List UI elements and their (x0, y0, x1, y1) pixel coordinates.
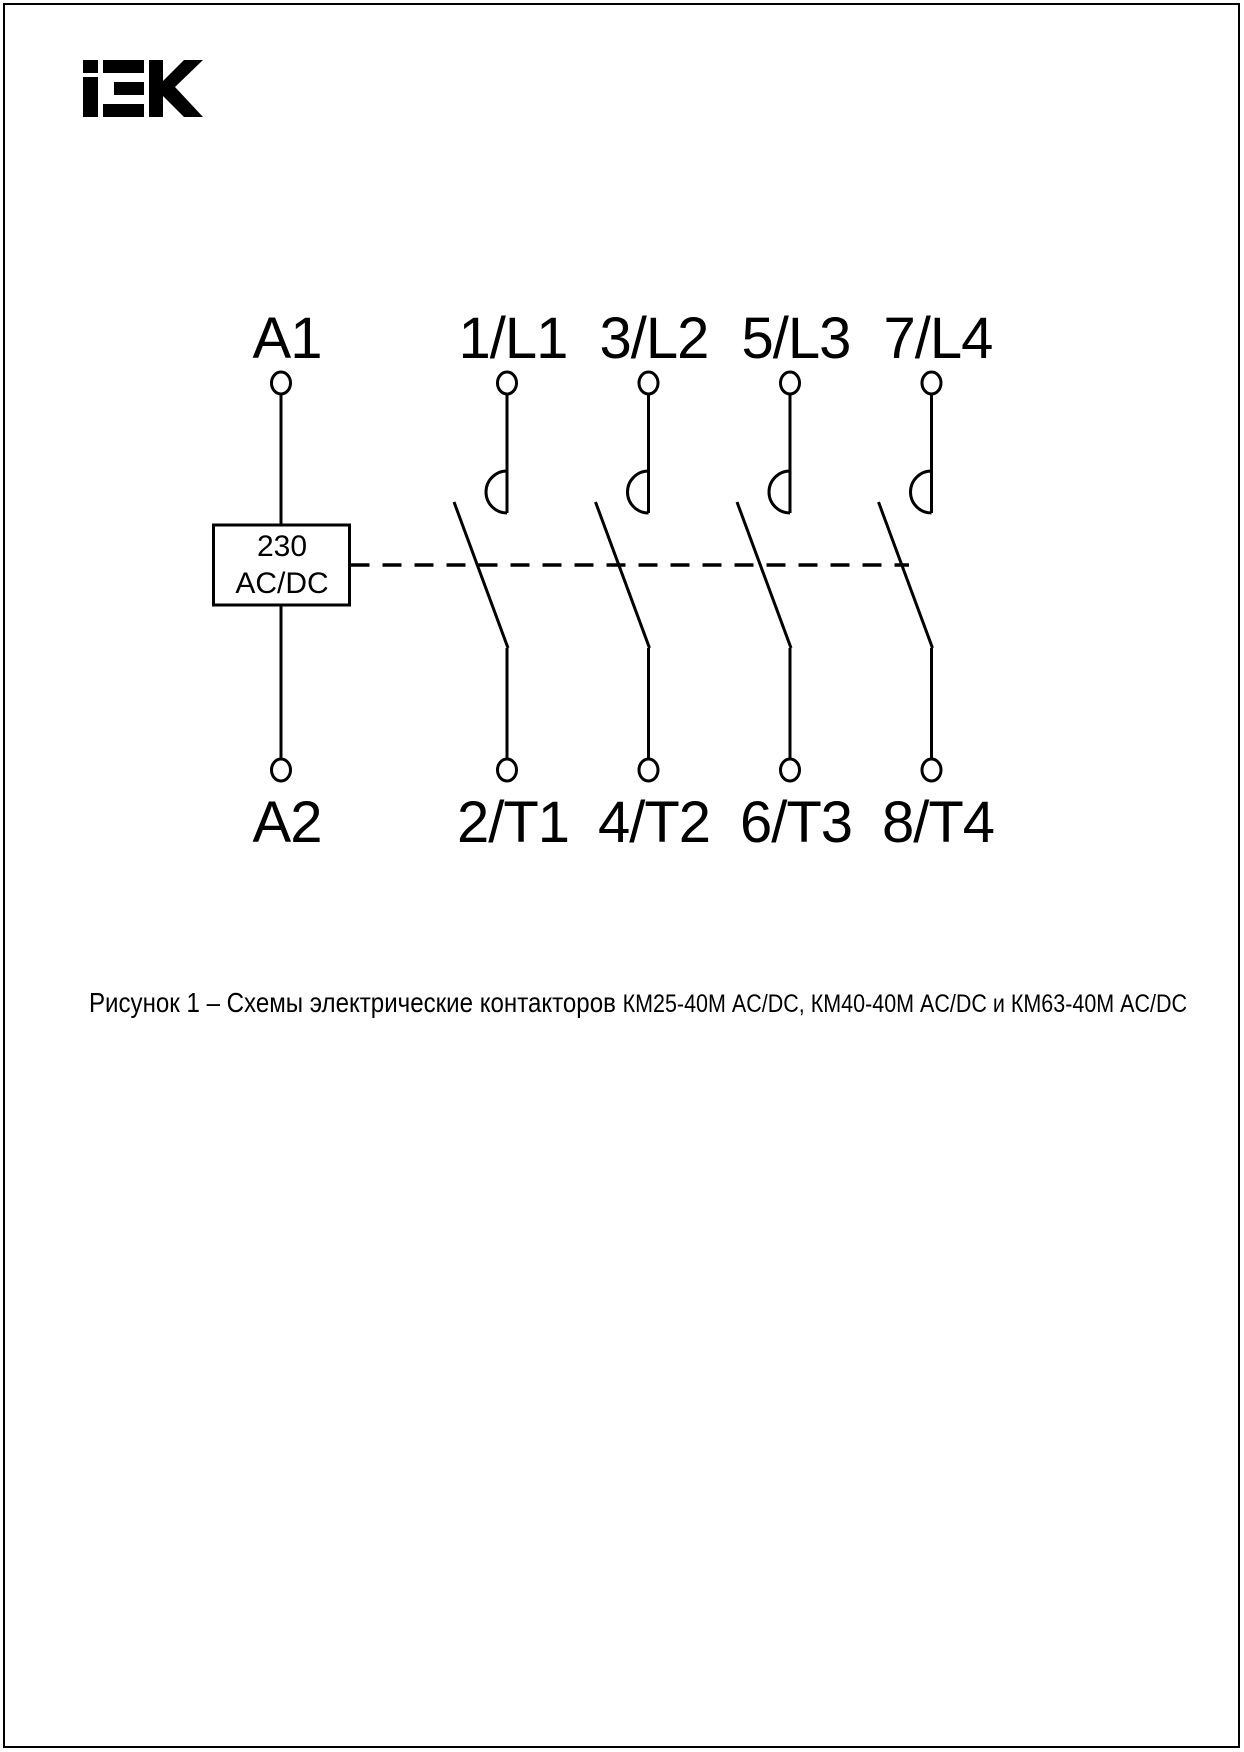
terminal-label-a2: A2 (252, 790, 322, 855)
pole-2-contact-arc (628, 471, 649, 513)
pole-4-switch-blade (879, 502, 933, 648)
pole-1-switch-blade (454, 502, 508, 648)
terminal-label-3l2: 3/L2 (599, 306, 709, 371)
terminal-circle-a1 (272, 372, 291, 394)
terminal-label-6t3: 6/T3 (739, 790, 853, 855)
terminal-circle-8t4 (922, 759, 941, 781)
pole-3 (737, 372, 800, 781)
coil-voltage-label: 230 (256, 530, 308, 563)
pole-1-contact-arc (486, 471, 507, 513)
terminal-circle-3l2 (639, 372, 658, 394)
terminal-label-5l3: 5/L3 (741, 306, 851, 371)
pole-2 (596, 372, 659, 781)
pole-4-contact-arc (911, 471, 932, 513)
figure-caption-models: КМ25-40М AC/DC, КМ40-40М AC/DC и КМ63-40М AC/DC (622, 990, 1188, 1018)
terminal-label-1l1: 1/L1 (458, 306, 568, 371)
terminal-circle-a2 (272, 759, 291, 781)
terminal-label-7l4: 7/L4 (883, 306, 993, 371)
pole-4 (879, 372, 942, 781)
terminal-circle-4t2 (639, 759, 658, 781)
pole-1 (454, 372, 517, 781)
terminal-circle-2t1 (498, 759, 517, 781)
figure-caption-prefix: Рисунок 1 – Схемы электрические контакторов (89, 987, 623, 1018)
pole-3-switch-blade (737, 502, 791, 648)
terminal-label-a1: A1 (252, 306, 322, 371)
terminal-circle-1l1 (498, 372, 517, 394)
terminal-label-2t1: 2/T1 (456, 790, 570, 855)
pole-3-contact-arc (769, 471, 790, 513)
figure-caption (89, 988, 1187, 1019)
terminal-circle-6t3 (781, 759, 800, 781)
terminal-label-8t4: 8/T4 (881, 790, 995, 855)
terminal-circle-7l4 (922, 372, 941, 394)
coil-supply-label: AC/DC (235, 567, 329, 600)
terminal-circle-5l3 (781, 372, 800, 394)
pole-2-switch-blade (596, 502, 650, 648)
terminal-label-4t2: 4/T2 (597, 790, 711, 855)
